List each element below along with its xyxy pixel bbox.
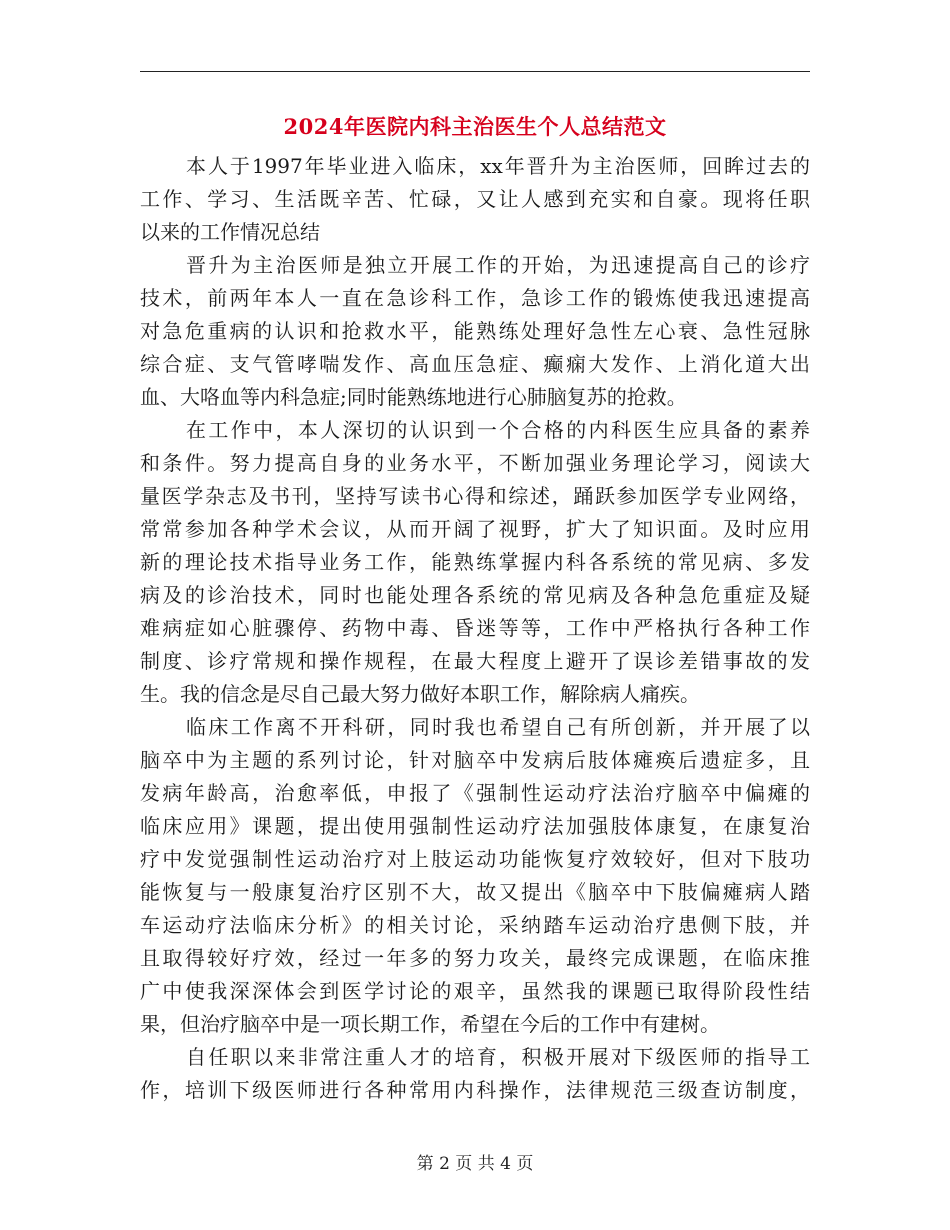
text-line: 能恢复与一般康复治疗区别不大，故又提出《脑卒中下肢偏瘫病人踏: [140, 880, 810, 904]
text-line: 生。我的信念是尽自己最大努力做好本职工作，解除病人痛疾。: [140, 682, 700, 706]
text-line: 临床应用》课题，提出使用强制性运动疗法加强肢体康复，在康复治: [140, 814, 810, 838]
text-line: 综合症、支气管哮喘发作、高血压急症、癫痫大发作、上消化道大出: [140, 352, 810, 376]
text-line: 果，但治疗脑卒中是一项长期工作，希望在今后的工作中有建树。: [140, 1012, 720, 1036]
text-line: 临床工作离不开科研，同时我也希望自己有所创新，并开展了以: [186, 715, 810, 739]
text-line: 自任职以来非常注重人才的培育，积极开展对下级医师的指导工: [186, 1045, 810, 1069]
header-rule: [140, 71, 810, 72]
text-line: 以来的工作情况总结: [140, 220, 320, 244]
text-line: 疗中发觉强制性运动治疗对上肢运动功能恢复疗效较好，但对下肢功: [140, 847, 810, 871]
text-line: 病及的诊治技术，同时也能处理各系统的常见病及各种急危重症及疑: [140, 583, 810, 607]
text-line: 作，培训下级医师进行各种常用内科操作，法律规范三级查访制度，: [140, 1078, 810, 1102]
page-number: 第 2 页 共 4 页: [416, 1154, 534, 1174]
text-line: 常常参加各种学术会议，从而开阔了视野，扩大了知识面。及时应用: [140, 517, 810, 541]
text-line: 在工作中，本人深切的认识到一个合格的内科医生应具备的素养: [186, 418, 810, 442]
text-line: 广中使我深深体会到医学讨论的艰辛，虽然我的课题已取得阶段性结: [140, 979, 810, 1003]
text-line: 脑卒中为主题的系列讨论，针对脑卒中发病后肢体瘫痪后遗症多，且: [140, 748, 810, 772]
text-line: 血、大咯血等内科急症;同时能熟练地进行心肺脑复苏的抢救。: [140, 385, 687, 409]
text-line: 且取得较好疗效，经过一年多的努力攻关，最终完成课题，在临床推: [140, 946, 810, 970]
text-line: 和条件。努力提高自身的业务水平，不断加强业务理论学习，阅读大: [140, 451, 810, 475]
text-line: 难病症如心脏骤停、药物中毒、昏迷等等，工作中严格执行各种工作: [140, 616, 810, 640]
text-line: 工作、学习、生活既辛苦、忙碌，又让人感到充实和自豪。现将任职: [140, 187, 810, 211]
text-line: 发病年龄高，治愈率低，申报了《强制性运动疗法治疗脑卒中偏瘫的: [140, 781, 810, 805]
text-line: 新的理论技术指导业务工作，能熟练掌握内科各系统的常见病、多发: [140, 550, 810, 574]
text-line: 车运动疗法临床分析》的相关讨论，采纳踏车运动治疗患侧下肢，并: [140, 913, 810, 937]
text-line: 制度、诊疗常规和操作规程，在最大程度上避开了误诊差错事故的发: [140, 649, 810, 673]
document-title: 2024年医院内科主治医生个人总结范文: [283, 114, 667, 139]
text-line: 技术，前两年本人一直在急诊科工作，急诊工作的锻炼使我迅速提高: [140, 286, 810, 310]
document-body: [140, 150, 810, 1107]
text-line: 晋升为主治医师是独立开展工作的开始，为迅速提高自己的诊疗: [186, 253, 810, 277]
text-line: 本人于1997年毕业进入临床，xx年晋升为主治医师，回眸过去的: [186, 154, 810, 178]
text-line: 对急危重病的认识和抢救水平，能熟练处理好急性左心衰、急性冠脉: [140, 319, 810, 343]
text-line: 量医学杂志及书刊，坚持写读书心得和综述，踊跃参加医学专业网络，: [140, 484, 810, 508]
